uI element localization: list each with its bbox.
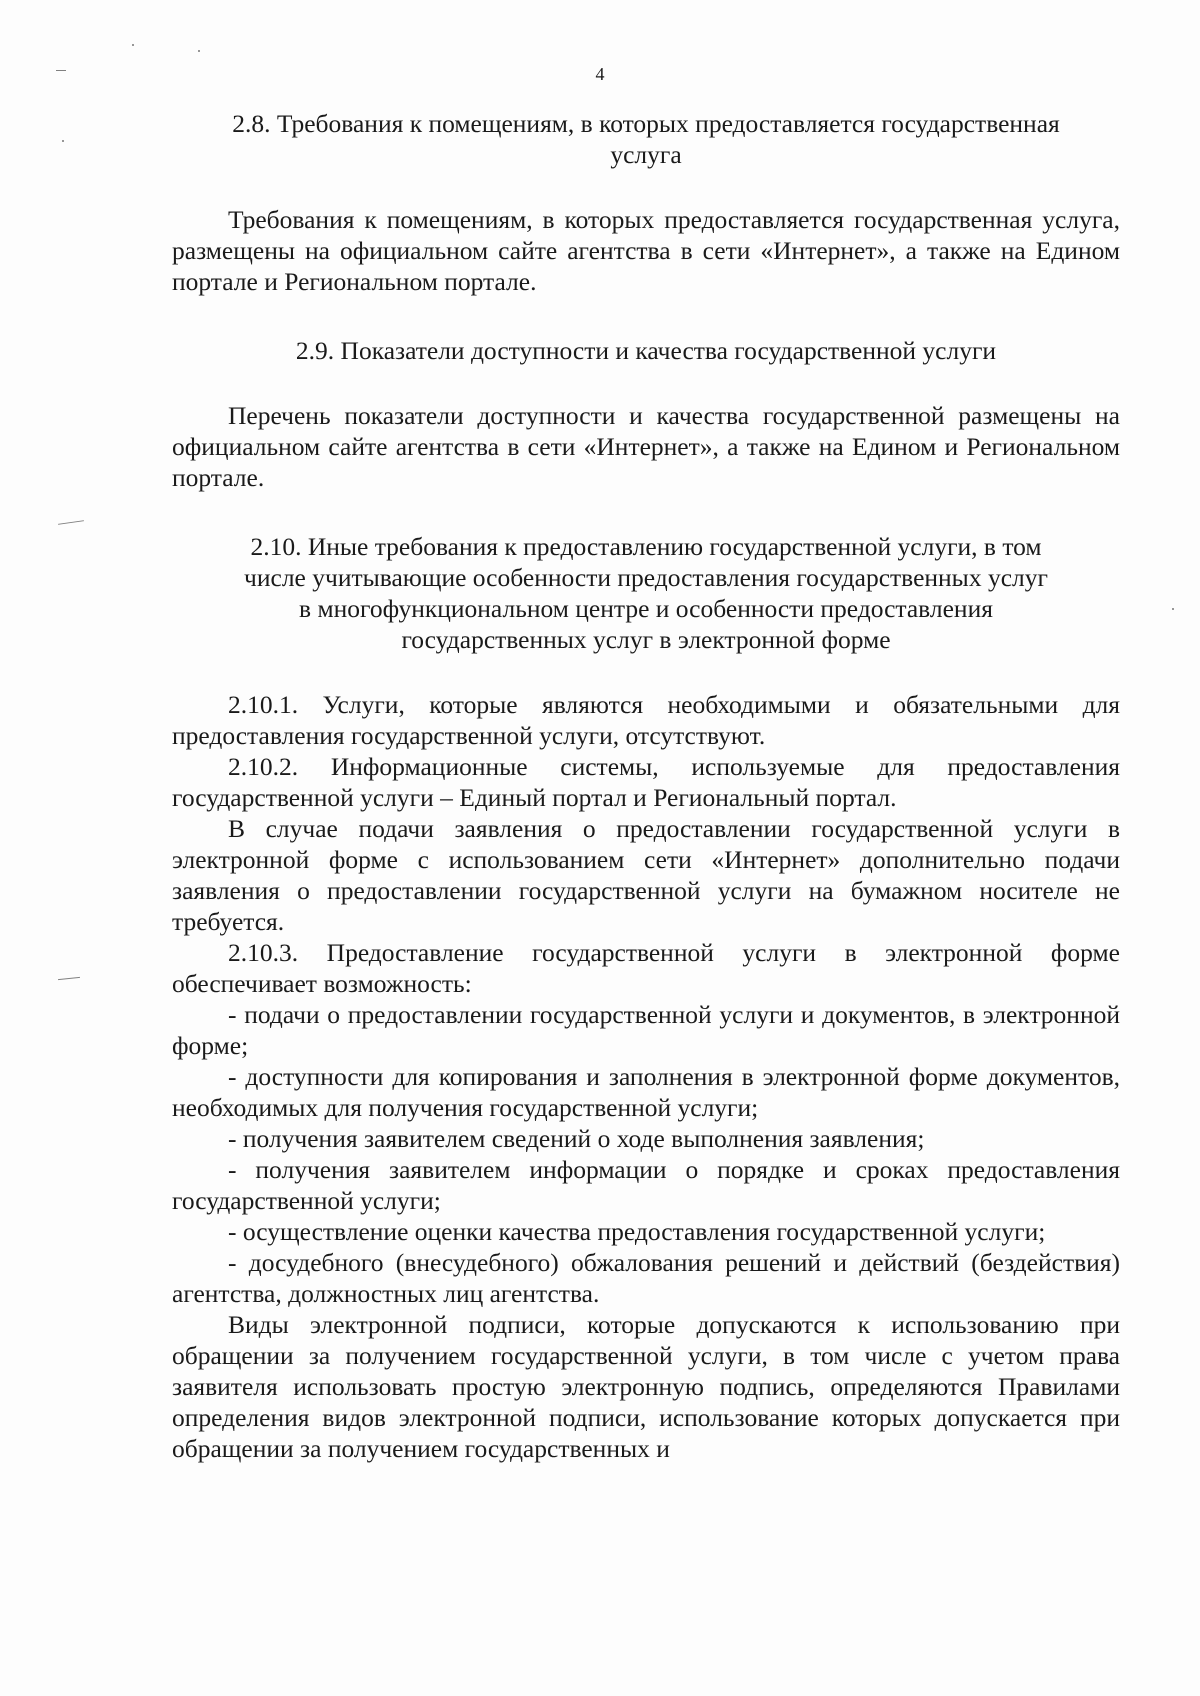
section-heading-2-8: 2.8. Требования к помещениям, в которых предоставляется государственная услуга: [232, 109, 1060, 169]
paragraph: В случае подачи заявления о предоставлении государственной услуги в электронной форме с использованием сети «Интернет» дополнительно подачи заявления о предоставлении государственной услуги на бумажном носителе не требуется.: [172, 814, 1120, 936]
list-item: - осуществление оценки качества предоставления государственной услуги;: [228, 1217, 1046, 1246]
list-item: - подачи о предоставлении государственной услуги и документов, в электронной форме;: [172, 1000, 1120, 1060]
section-heading-2-10: 2.10. Иные требования к предоставлению государственной услуги, в том числе учитывающие особенности предоставления государственных услуг в многофункциональном центре и особенности предоставления государственных услуг в электронной форме: [244, 532, 1048, 654]
paragraph: 2.10.2. Информационные системы, используемые для предоставления государственной услуги – Единый портал и Региональный портал.: [172, 752, 1120, 812]
list-item: - доступности для копирования и заполнения в электронной форме документов, необходимых для получения государственной услуги;: [172, 1062, 1120, 1122]
list-item: - получения заявителем сведений о ходе выполнения заявления;: [228, 1124, 925, 1153]
page-number: 4: [595, 64, 605, 84]
scan-speck: [1172, 608, 1174, 610]
paragraph: 2.10.1. Услуги, которые являются необходимыми и обязательными для предоставления государственной услуги, отсутствуют.: [172, 690, 1120, 750]
scan-mark: [58, 520, 84, 525]
list-item: - получения заявителем информации о порядке и сроках предоставления государственной услуги;: [172, 1155, 1120, 1215]
scan-speck: [62, 140, 64, 142]
paragraph: Виды электронной подписи, которые допускаются к использованию при обращении за получением государственной услуги, в том числе с учетом права заявителя использовать простую электронную подпись, определяются Правилами определения видов электронной подписи, использование которых допускается при обращении за получением государственных и: [172, 1310, 1120, 1463]
list-item: - досудебного (внесудебного) обжалования решений и действий (бездействия) агентства, должностных лиц агентства.: [172, 1248, 1120, 1308]
paragraph: Требования к помещениям, в которых предоставляется государственная услуга, размещены на официальном сайте агентства в сети «Интернет», а также на Едином портале и Региональном портале.: [172, 205, 1120, 296]
paragraph: Перечень показатели доступности и качества государственной размещены на официальном сайте агентства в сети «Интернет», а также на Едином и Региональном портале.: [172, 401, 1120, 492]
paragraph: 2.10.3. Предоставление государственной услуги в электронной форме обеспечивает возможность:: [172, 938, 1120, 998]
scan-mark: [58, 977, 80, 980]
scan-speck: [198, 50, 200, 52]
section-heading-2-9: 2.9. Показатели доступности и качества государственной услуги: [295, 336, 997, 365]
scan-speck: [132, 44, 134, 46]
document-body: [172, 108, 1120, 1464]
